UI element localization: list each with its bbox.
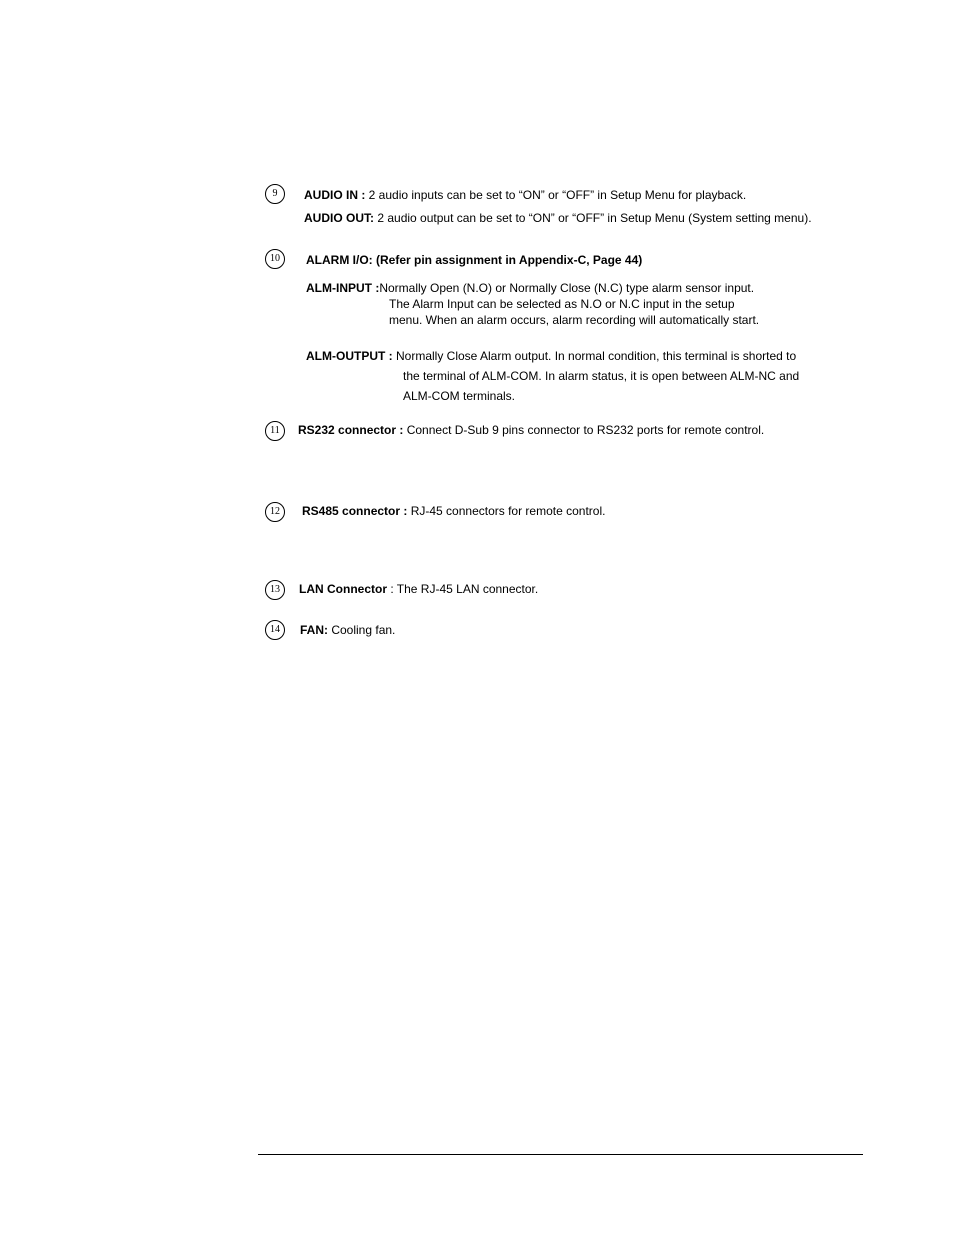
rs485-text: RJ-45 connectors for remote control. (407, 504, 606, 518)
item-number-13: 13 (265, 580, 285, 600)
fan-label: FAN: (300, 623, 328, 637)
alm-input-detail-1: The Alarm Input can be selected as N.O or N.C input in the setup (389, 297, 735, 311)
lan-label: LAN Connector (299, 582, 387, 596)
alm-output-line (306, 349, 796, 363)
rs485-label: RS485 connector : (302, 504, 408, 518)
lan-text: : The RJ-45 LAN connector. (387, 582, 539, 596)
audio-in-label: AUDIO IN : (304, 188, 366, 202)
alm-output-detail-1: the terminal of ALM-COM. In alarm status, it is open between ALM-NC and (403, 369, 800, 383)
fan-text: Cooling fan. (328, 623, 396, 637)
item-number-14: 14 (265, 620, 285, 640)
audio-in-text: 2 audio inputs can be set to “ON” or “OFF” in Setup Menu for playback. (365, 188, 747, 202)
alm-output-detail-2: ALM-COM terminals. (403, 389, 516, 403)
audio-out-line (304, 211, 812, 225)
audio-out-text: 2 audio output can be set to “ON” or “OFF” in Setup Menu (System setting menu). (374, 211, 812, 225)
alm-output-label: ALM-OUTPUT : (306, 349, 393, 363)
alarm-io-heading: ALARM I/O: (Refer pin assignment in Appendix-C, Page 44) (306, 253, 643, 267)
rs485-line (302, 504, 605, 518)
item-number-11: 11 (265, 421, 285, 441)
fan-line (300, 623, 395, 637)
alm-input-text: Normally Open (N.O) or Normally Close (N.C) type alarm sensor input. (379, 281, 755, 295)
item-number-10: 10 (265, 249, 285, 269)
item-number-9: 9 (265, 184, 285, 204)
audio-in-line (304, 188, 746, 202)
alm-input-detail-2: menu. When an alarm occurs, alarm recording will automatically start. (389, 313, 760, 327)
alm-output-text: Normally Close Alarm output. In normal condition, this terminal is shorted to (392, 349, 797, 363)
alm-input-line (306, 281, 754, 295)
lan-line (299, 582, 538, 596)
rs232-text: Connect D-Sub 9 pins connector to RS232 ports for remote control. (403, 423, 765, 437)
rs232-label: RS232 connector : (298, 423, 404, 437)
item-number-12: 12 (265, 502, 285, 522)
rs232-line (298, 423, 764, 437)
footer-rule (258, 1154, 863, 1155)
audio-out-label: AUDIO OUT: (304, 211, 374, 225)
alm-input-label: ALM-INPUT : (306, 281, 380, 295)
